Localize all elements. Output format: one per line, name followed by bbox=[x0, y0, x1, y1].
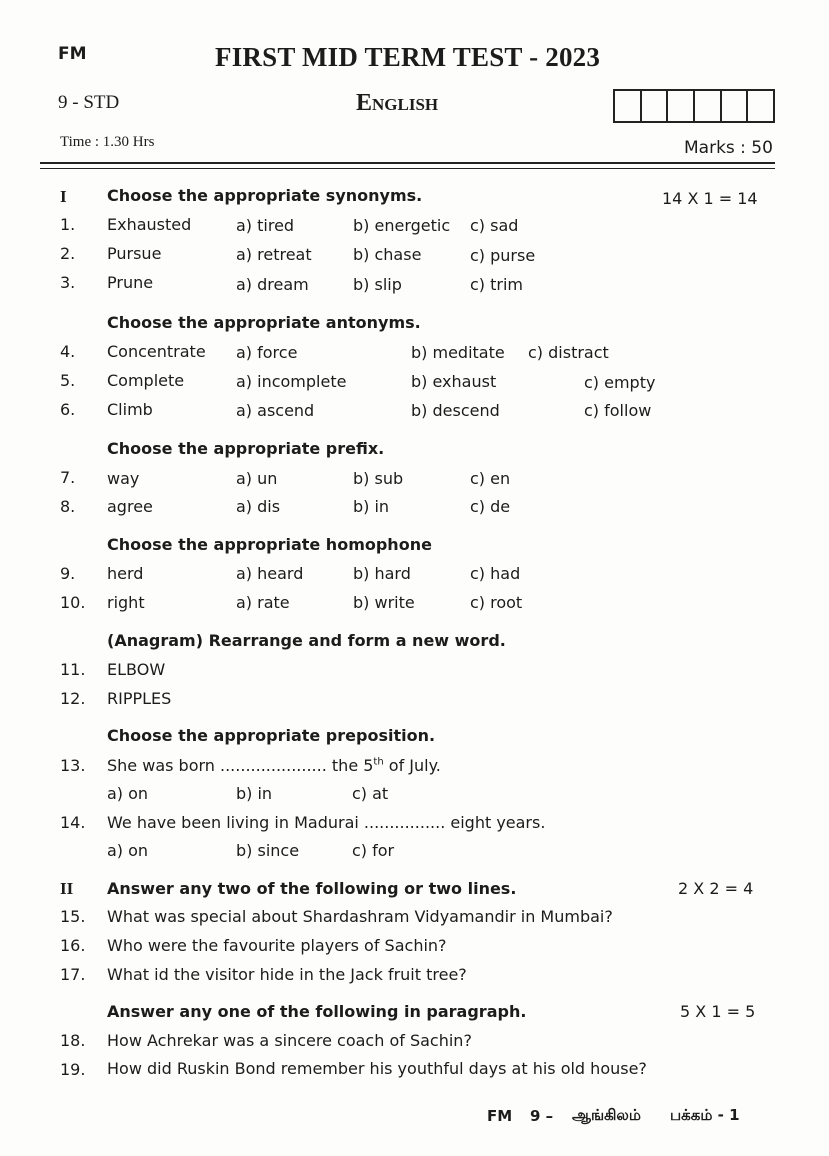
question-number: 19. bbox=[60, 1060, 86, 1079]
header-rule-thin bbox=[40, 168, 775, 169]
question-word: Pursue bbox=[107, 244, 162, 263]
question-number: 17. bbox=[60, 965, 86, 984]
section-roman: I bbox=[60, 187, 67, 206]
question-word: Prune bbox=[107, 273, 154, 292]
option-a: a) rate bbox=[236, 593, 290, 612]
section-marks: 5 X 1 = 5 bbox=[680, 1002, 756, 1021]
option-b: b) since bbox=[236, 841, 300, 860]
option-a: a) on bbox=[107, 784, 149, 803]
question-word: herd bbox=[107, 564, 144, 583]
option-c: c) for bbox=[352, 841, 395, 860]
option-b: b) sub bbox=[353, 469, 404, 488]
option-c: c) empty bbox=[584, 373, 656, 392]
question-word: Complete bbox=[107, 371, 185, 390]
question-word: way bbox=[107, 469, 140, 488]
question-text: We have been living in Madurai ................ eight years. bbox=[107, 813, 546, 832]
question-number: 9. bbox=[60, 564, 76, 583]
question-number: 4. bbox=[60, 342, 76, 361]
question-text: Who were the favourite players of Sachin? bbox=[107, 936, 447, 955]
option-a: a) heard bbox=[236, 564, 304, 583]
question-number: 1. bbox=[60, 215, 76, 234]
option-b: b) hard bbox=[353, 564, 411, 583]
register-number-boxes bbox=[613, 89, 775, 123]
option-a: a) ascend bbox=[236, 401, 315, 420]
option-b: b) meditate bbox=[411, 343, 505, 362]
question-text: How Achrekar was a sincere coach of Sachin? bbox=[107, 1031, 472, 1050]
question-number: 16. bbox=[60, 936, 86, 955]
option-b: b) slip bbox=[353, 275, 402, 294]
question-word: right bbox=[107, 593, 145, 612]
section-roman: II bbox=[60, 879, 74, 898]
option-c: c) had bbox=[470, 564, 521, 583]
time-label: Time : 1.30 Hrs bbox=[60, 134, 155, 150]
question-number: 5. bbox=[60, 371, 76, 390]
question-number: 18. bbox=[60, 1031, 86, 1050]
header-code: FM bbox=[58, 44, 87, 64]
question-number: 12. bbox=[60, 689, 86, 708]
option-c: c) root bbox=[470, 593, 523, 612]
footer-code: FM bbox=[487, 1107, 513, 1125]
option-a: a) incomplete bbox=[236, 372, 347, 391]
subject-title: English bbox=[356, 90, 439, 116]
option-c: c) distract bbox=[528, 343, 609, 362]
question-number: 7. bbox=[60, 468, 76, 487]
option-c: c) trim bbox=[470, 275, 524, 294]
option-b: b) in bbox=[353, 497, 390, 516]
subsection-title: Choose the appropriate preposition. bbox=[107, 726, 436, 745]
question-text: How did Ruskin Bond remember his youthful days at his old house? bbox=[107, 1059, 647, 1078]
question-number: 14. bbox=[60, 813, 86, 832]
question-word: RIPPLES bbox=[107, 689, 172, 708]
option-c: c) sad bbox=[470, 216, 519, 235]
option-b: b) exhaust bbox=[411, 372, 497, 391]
section-title: Choose the appropriate synonyms. bbox=[107, 186, 423, 205]
question-number: 8. bbox=[60, 497, 76, 516]
question-word: Exhausted bbox=[107, 215, 192, 234]
option-c: c) purse bbox=[470, 246, 536, 265]
option-c: c) en bbox=[470, 469, 511, 488]
question-number: 13. bbox=[60, 756, 86, 775]
option-a: a) dis bbox=[236, 497, 281, 516]
option-a: a) dream bbox=[236, 275, 309, 294]
question-word: Concentrate bbox=[107, 342, 206, 361]
option-b: b) chase bbox=[353, 245, 422, 264]
option-a: a) un bbox=[236, 469, 278, 488]
subsection-title: Choose the appropriate antonyms. bbox=[107, 313, 421, 332]
question-word: Climb bbox=[107, 400, 153, 419]
option-b: b) in bbox=[236, 784, 273, 803]
section-marks: 14 X 1 = 14 bbox=[662, 189, 758, 208]
subsection-title: Answer any one of the following in paragraph. bbox=[107, 1002, 527, 1021]
option-a: a) retreat bbox=[236, 245, 312, 264]
section-marks: 2 X 2 = 4 bbox=[678, 879, 754, 898]
question-number: 10. bbox=[60, 593, 86, 612]
footer-subject: ஆங்கிலம் bbox=[572, 1106, 641, 1124]
option-b: b) write bbox=[353, 593, 415, 612]
option-c: c) de bbox=[470, 497, 511, 516]
page-title: FIRST MID TERM TEST - 2023 bbox=[215, 42, 601, 72]
question-word: ELBOW bbox=[107, 660, 166, 679]
option-a: a) tired bbox=[236, 216, 295, 235]
total-marks: Marks : 50 bbox=[684, 138, 773, 158]
question-number: 11. bbox=[60, 660, 86, 679]
section-title: Answer any two of the following or two lines. bbox=[107, 879, 517, 898]
question-number: 6. bbox=[60, 400, 76, 419]
subsection-title: (Anagram) Rearrange and form a new word. bbox=[107, 631, 506, 650]
question-number: 2. bbox=[60, 244, 76, 263]
option-b: b) descend bbox=[411, 401, 500, 420]
option-c: c) at bbox=[352, 784, 389, 803]
option-a: a) on bbox=[107, 841, 149, 860]
standard-label: 9 - STD bbox=[58, 92, 120, 113]
option-c: c) follow bbox=[584, 401, 652, 420]
question-text: She was born ..................... the 5th of July. bbox=[107, 756, 441, 775]
question-word: agree bbox=[107, 497, 153, 516]
question-number: 15. bbox=[60, 907, 86, 926]
option-b: b) energetic bbox=[353, 216, 451, 235]
subsection-title: Choose the appropriate prefix. bbox=[107, 439, 385, 458]
option-a: a) force bbox=[236, 343, 298, 362]
question-number: 3. bbox=[60, 273, 76, 292]
footer-std: 9 – bbox=[530, 1107, 554, 1125]
header-rule bbox=[40, 162, 775, 164]
question-text: What id the visitor hide in the Jack fruit tree? bbox=[107, 965, 467, 984]
page-number: பக்கம் - 1 bbox=[670, 1106, 740, 1124]
subsection-title: Choose the appropriate homophone bbox=[107, 535, 432, 554]
question-text: What was special about Shardashram Vidyamandir in Mumbai? bbox=[107, 907, 613, 926]
